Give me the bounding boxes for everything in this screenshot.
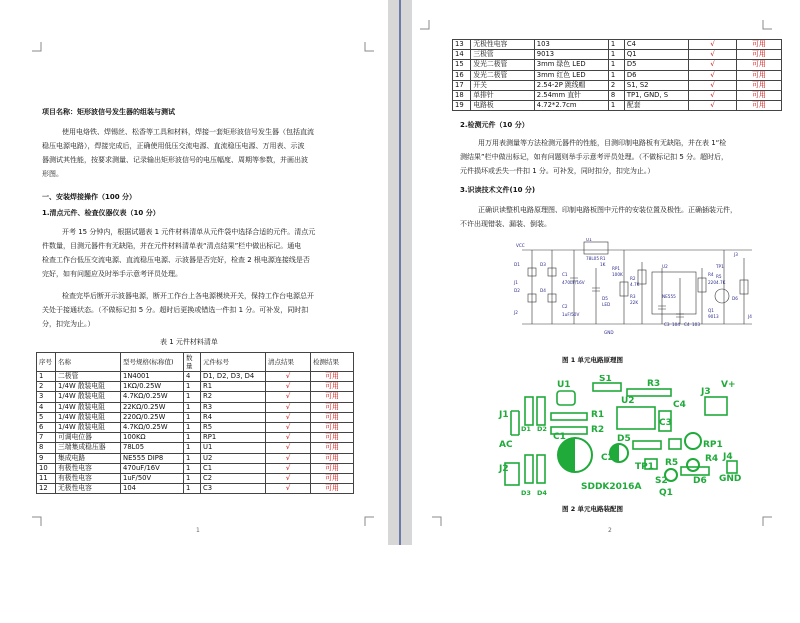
cell-spec: 1KΩ/0.25W: [121, 382, 184, 392]
cell-count-result: √: [689, 50, 737, 60]
cell-ref: D1, D2, D3, D4: [201, 372, 266, 382]
schematic-label: J1: [514, 280, 518, 285]
schematic-label: R1: [600, 256, 606, 261]
intro-line-2: 稳压电源电路），焊接完成后，正确使用低压交流电源、直流稳压电源、万用表、示波: [42, 142, 305, 150]
cell-spec: 9013: [534, 50, 608, 60]
schematic-label: R3: [630, 294, 636, 299]
schematic-label: D5: [602, 296, 608, 301]
cell-qty: 1: [184, 453, 201, 463]
crop-mark-bottom-right: [364, 516, 374, 526]
label-c4: C4: [673, 400, 686, 410]
cell-index: 9: [37, 453, 56, 463]
label-c2: C2: [601, 453, 614, 463]
cell-count-result: √: [266, 473, 311, 483]
cell-index: 3: [37, 392, 56, 402]
cell-check-result: 可用: [311, 453, 354, 463]
schematic-label: 100K: [612, 272, 623, 277]
cell-check-result: 可用: [311, 463, 354, 473]
cell-name: 无极性电容: [56, 484, 121, 494]
cell-spec: 4.7KΩ/0.25W: [121, 392, 184, 402]
schematic-label: C1: [562, 272, 568, 277]
cell-ref: D6: [624, 70, 688, 80]
figure-2-caption: 图 2 单元电路装配图: [562, 505, 624, 513]
cell-ref: U2: [201, 453, 266, 463]
cell-check-result: 可用: [311, 484, 354, 494]
cell-count-result: √: [266, 412, 311, 422]
table-row: [453, 80, 782, 90]
intro-line-4: 形图。: [42, 170, 63, 178]
cell-ref: R5: [201, 422, 266, 432]
cell-check-result: 可用: [311, 412, 354, 422]
schematic-label: LED: [602, 302, 611, 307]
header-spec: 型号规格(标称值): [121, 353, 184, 372]
cell-index: 8: [37, 443, 56, 453]
schematic-diagram: [512, 238, 762, 338]
cell-qty: 1: [608, 40, 624, 50]
d6-footprint: [687, 459, 699, 471]
parts-table-continued: [452, 39, 782, 111]
schematic-label: 4.7K: [716, 280, 726, 285]
table-row: [37, 484, 354, 494]
cell-ref: Q1: [624, 50, 688, 60]
schematic-label: D3: [540, 262, 546, 267]
cell-qty: 1: [184, 484, 201, 494]
table-row: [37, 392, 354, 402]
intro-line-1: 使用电烙铁、焊锡丝、松香等工具和材料，焊接一套矩形波信号发生器（包括直流: [62, 128, 314, 136]
cell-index: 1: [37, 372, 56, 382]
label-j1: J1: [499, 410, 509, 420]
cell-ref: U1: [201, 443, 266, 453]
cell-check-result: 可用: [311, 382, 354, 392]
cell-qty: 1: [608, 70, 624, 80]
pcb-assembly-diagram: [497, 375, 747, 500]
table-caption: 表 1 元件材料清单: [160, 338, 218, 346]
cell-ref: RP1: [201, 433, 266, 443]
cell-count-result: √: [266, 433, 311, 443]
schematic-label: J4: [748, 314, 752, 319]
schematic-label: C2: [562, 304, 568, 309]
page-divider: [399, 0, 401, 545]
cell-check-result: 可用: [311, 392, 354, 402]
cell-name: 三极管: [471, 50, 534, 60]
cell-index: 12: [37, 484, 56, 494]
table-row: [37, 412, 354, 422]
table-row: [453, 40, 782, 50]
cell-qty: 4: [184, 372, 201, 382]
schematic-label: 4.7K: [630, 282, 640, 287]
schematic-label: TP1: [716, 264, 724, 269]
label-c3: C3: [659, 418, 672, 428]
label-rp1: RP1: [703, 440, 723, 450]
table-row: [453, 90, 782, 100]
schematic-label: 78L05: [586, 256, 599, 261]
schematic-label: 470uF/16V: [562, 280, 585, 285]
schematic-label: 22K: [630, 300, 639, 305]
crop-mark-top-left: [32, 42, 42, 52]
table-row: [37, 382, 354, 392]
section-heading-1-1: 1.清点元件、检查仪器仪表（10 分）: [42, 209, 160, 217]
schematic-label: U1: [586, 238, 592, 242]
cell-name: 有极性电容: [56, 463, 121, 473]
schematic-label: GND: [604, 330, 614, 335]
schematic-label: Q1: [708, 308, 714, 313]
cell-spec: 103: [534, 40, 608, 50]
cell-spec: 2.54mm 直针: [534, 90, 608, 100]
cell-check-result: 可用: [736, 60, 781, 70]
cell-spec: 470uF/16V: [121, 463, 184, 473]
para1-line-2: 件数量，目测元器件有无缺陷，并在元件材料清单表“清点结果”栏中做出标记。通电: [42, 242, 302, 250]
cell-ref: R2: [201, 392, 266, 402]
table-row: [37, 443, 354, 453]
d5-footprint: [633, 441, 661, 449]
cell-name: 1/4W 散装电阻: [56, 382, 121, 392]
rp1-footprint: [685, 433, 701, 449]
cell-count-result: √: [689, 70, 737, 80]
cell-check-result: 可用: [736, 50, 781, 60]
crop-mark-top-right: [762, 20, 772, 30]
para2-line-2: 关处于接通状态。（不做标记扣 5 分。超时后更换或错选一件扣 1 分。可补发，同时扣: [42, 306, 309, 314]
crop-mark-bottom-left: [432, 516, 442, 526]
cell-ref: C3: [201, 484, 266, 494]
schematic-label: U2: [662, 264, 668, 269]
label-r1: R1: [591, 410, 605, 420]
header-count-result: 清点结果: [266, 353, 311, 372]
schematic-label: D6: [732, 296, 738, 301]
schematic-label: C3: [664, 322, 670, 327]
schematic-label: J3: [734, 252, 738, 257]
cell-name: 二极管: [56, 372, 121, 382]
cell-qty: 1: [184, 463, 201, 473]
cell-ref: R4: [201, 412, 266, 422]
cell-qty: 1: [184, 473, 201, 483]
cell-ref: S1, S2: [624, 80, 688, 90]
cell-check-result: 可用: [736, 101, 781, 111]
label-r4: R4: [705, 454, 719, 464]
cell-count-result: √: [689, 101, 737, 111]
cell-spec: 104: [121, 484, 184, 494]
cell-qty: 1: [608, 50, 624, 60]
cell-qty: 1: [184, 443, 201, 453]
cell-index: 5: [37, 412, 56, 422]
cell-ref: TP1, GND, S: [624, 90, 688, 100]
label-s2: S2: [655, 476, 668, 486]
schematic-label: 1K: [600, 262, 606, 267]
table-row: [37, 433, 354, 443]
cell-spec: 22KΩ/0.25W: [121, 402, 184, 412]
cell-name: 开关: [471, 80, 534, 90]
schematic-label: J2: [514, 310, 518, 315]
table-row: [37, 422, 354, 432]
cell-check-result: 可用: [311, 433, 354, 443]
cell-index: 15: [453, 60, 471, 70]
cell-check-result: 可用: [311, 402, 354, 412]
cell-spec: 78L05: [121, 443, 184, 453]
table-row: [453, 50, 782, 60]
schematic-label: NE555: [662, 294, 676, 299]
section-heading-1: 一、安装焊接操作（100 分）: [42, 193, 137, 201]
u2-footprint: [617, 407, 655, 429]
j3-footprint: [705, 397, 727, 415]
label-j3: J3: [701, 387, 711, 397]
cell-name: 电路板: [471, 101, 534, 111]
schematic-label: 1uF/50V: [562, 312, 580, 317]
header-ref: 元件标号: [201, 353, 266, 372]
schematic-label: 220: [708, 280, 716, 285]
para1-line-3: 检查工作台低压交流电源、直流稳压电源、示波器是否完好，检查 2 根电源连接线是否: [42, 256, 310, 264]
page-number: 2: [608, 527, 612, 534]
label-r2: R2: [591, 425, 605, 435]
intro-line-3: 器测试其性能，按要求测量、记录输出矩形波信号的电压幅度、周期等参数，并画出波: [42, 156, 308, 164]
cell-index: 18: [453, 90, 471, 100]
schematic-label: 104: [672, 322, 680, 327]
cell-name: 1/4W 散装电阻: [56, 422, 121, 432]
schematic-label: RP1: [612, 266, 621, 271]
header-name: 名称: [56, 353, 121, 372]
c1-polarity-mark: [558, 438, 575, 472]
cell-spec: NE555 DIP8: [121, 453, 184, 463]
schematic-label: D4: [540, 288, 546, 293]
label-c1: C1: [553, 432, 566, 442]
section-heading-3: 3.识读技术文件(10 分): [460, 186, 536, 194]
cell-spec: 4.72*2.7cm: [534, 101, 608, 111]
cell-index: 13: [453, 40, 471, 50]
crop-mark-bottom-left: [32, 516, 42, 526]
cell-name: 三端集成稳压器: [56, 443, 121, 453]
cell-count-result: √: [689, 40, 737, 50]
table-row: [37, 473, 354, 483]
cell-spec: 220Ω/0.25W: [121, 412, 184, 422]
schematic-label: C4: [684, 322, 690, 327]
cell-name: 1/4W 散装电阻: [56, 412, 121, 422]
schematic-label: R2: [630, 276, 636, 281]
cell-index: 6: [37, 422, 56, 432]
section-heading-2: 2.检测元件（10 分）: [460, 121, 529, 129]
schematic-label: R5: [716, 274, 722, 279]
page-2: [412, 0, 800, 545]
para1-line-4: 完好，如有问题应及时举手示意考评员处理。: [42, 270, 182, 278]
cell-index: 2: [37, 382, 56, 392]
crop-mark-top-right: [364, 42, 374, 52]
cell-count-result: √: [266, 382, 311, 392]
table-header-row: [37, 353, 354, 372]
cell-count-result: √: [689, 90, 737, 100]
cell-name: 1/4W 散装电阻: [56, 392, 121, 402]
j1-footprint: [511, 411, 519, 435]
para4-line-1: 正确识读整机电路原理图、印制电路板图中元件的安装位置及极性。正确插装元件，: [478, 206, 737, 214]
cell-count-result: √: [266, 443, 311, 453]
cell-qty: 1: [184, 382, 201, 392]
para2-line-1: 检查完毕后断开示波器电源，断开工作台上各电源模块开关，保持工作台电源总开: [62, 292, 314, 300]
cell-count-result: √: [266, 422, 311, 432]
header-index: 序号: [37, 353, 56, 372]
cell-index: 4: [37, 402, 56, 412]
cell-spec: 100KΩ: [121, 433, 184, 443]
cell-qty: 1: [608, 60, 624, 70]
schematic-label: R4: [708, 272, 714, 277]
cell-spec: 2.54-2P 跳线帽: [534, 80, 608, 90]
cell-ref: C1: [201, 463, 266, 473]
para3-line-3: 元件损坏或丢失一件扣 1 分。可补发，同时扣分，扣完为止。）: [460, 167, 655, 175]
header-qty: 数量: [184, 353, 201, 372]
cell-index: 7: [37, 433, 56, 443]
label-ac: AC: [499, 440, 513, 450]
schematic-label: 103: [692, 322, 700, 327]
project-title: 项目名称：矩形波信号发生器的组装与测试: [42, 108, 175, 116]
label-brand: SDDK2016A: [581, 482, 642, 492]
page-number: 1: [196, 527, 200, 534]
cell-name: 1/4W 散装电阻: [56, 402, 121, 412]
cell-check-result: 可用: [311, 443, 354, 453]
table-row: [37, 463, 354, 473]
table-row: [453, 60, 782, 70]
schematic-label: VCC: [516, 243, 525, 248]
cell-spec: 3mm 绿色 LED: [534, 60, 608, 70]
cell-qty: 1: [184, 412, 201, 422]
cell-index: 16: [453, 70, 471, 80]
j4-footprint: [727, 461, 737, 473]
table-row: [37, 402, 354, 412]
cell-index: 19: [453, 101, 471, 111]
label-j4: J4: [723, 452, 733, 462]
header-check-result: 检测结果: [311, 353, 354, 372]
label-d3: D3: [521, 489, 531, 497]
cell-check-result: 可用: [736, 90, 781, 100]
cell-qty: 1: [184, 422, 201, 432]
cell-ref: C4: [624, 40, 688, 50]
cell-name: 可调电位器: [56, 433, 121, 443]
cell-ref: R1: [201, 382, 266, 392]
table-body: [37, 372, 354, 494]
label-d4: D4: [537, 489, 547, 497]
cell-ref: R3: [201, 402, 266, 412]
table-row: [453, 101, 782, 111]
cell-check-result: 可用: [736, 70, 781, 80]
label-q1: Q1: [659, 488, 673, 498]
cell-count-result: √: [266, 453, 311, 463]
label-d6: D6: [693, 476, 707, 486]
label-gnd: GND: [719, 474, 742, 484]
schematic-label: 9013: [708, 314, 719, 319]
cell-qty: 1: [608, 101, 624, 111]
cell-qty: 8: [608, 90, 624, 100]
schematic-label: D2: [514, 288, 520, 293]
label-j2: J2: [499, 464, 509, 474]
cell-qty: 1: [184, 433, 201, 443]
label-u1: U1: [557, 380, 571, 390]
label-r5: R5: [665, 458, 679, 468]
para4-line-2: 不许出现错装、漏装、倒装。: [460, 220, 551, 228]
cell-index: 10: [37, 463, 56, 473]
cell-index: 17: [453, 80, 471, 90]
cell-name: 单排针: [471, 90, 534, 100]
table-row: [37, 372, 354, 382]
cell-name: 发光二极管: [471, 70, 534, 80]
cell-ref: 配套: [624, 101, 688, 111]
cell-count-result: √: [266, 463, 311, 473]
label-s1: S1: [599, 375, 612, 384]
cell-ref: C2: [201, 473, 266, 483]
cell-count-result: √: [266, 372, 311, 382]
cell-name: 有极性电容: [56, 473, 121, 483]
cell-count-result: √: [689, 80, 737, 90]
para2-line-3: 分，扣完为止。）: [42, 320, 95, 328]
label-r3: R3: [647, 379, 661, 389]
cell-count-result: √: [689, 60, 737, 70]
label-d1: D1: [521, 425, 531, 433]
para3-line-1: 用万用表测量等方法检测元器件的性能，目测印制电路板有无缺陷，并在表 1“检: [478, 139, 727, 147]
cell-count-result: √: [266, 392, 311, 402]
cell-qty: 2: [608, 80, 624, 90]
s1-footprint: [593, 383, 621, 391]
para3-line-2: 测结果”栏中做出标记，如有问题则举手示意考评员处理。（不做标记扣 5 分。超时后，: [460, 153, 729, 161]
cell-name: 集成电路: [56, 453, 121, 463]
cell-check-result: 可用: [311, 372, 354, 382]
cell-name: 无极性电容: [471, 40, 534, 50]
label-u2: U2: [621, 396, 635, 406]
cell-spec: 1uF/50V: [121, 473, 184, 483]
table-body: [453, 40, 782, 111]
table-row: [453, 70, 782, 80]
figure-1-caption: 图 1 单元电路原理图: [562, 356, 624, 364]
u1-footprint: [557, 391, 575, 405]
table-row: [37, 453, 354, 463]
label-d2: D2: [537, 425, 547, 433]
label-d5: D5: [617, 434, 631, 444]
crop-mark-bottom-right: [762, 516, 772, 526]
cell-qty: 1: [184, 402, 201, 412]
cell-count-result: √: [266, 484, 311, 494]
cell-spec: 3mm 红色 LED: [534, 70, 608, 80]
cell-spec: 4.7KΩ/0.25W: [121, 422, 184, 432]
cell-index: 14: [453, 50, 471, 60]
parts-table: [36, 352, 354, 494]
cell-ref: D5: [624, 60, 688, 70]
cell-check-result: 可用: [311, 473, 354, 483]
cell-name: 发光二极管: [471, 60, 534, 70]
page-1: [0, 0, 388, 545]
cell-check-result: 可用: [311, 422, 354, 432]
cell-index: 11: [37, 473, 56, 483]
label-tp1: TP1: [635, 462, 654, 472]
label-vplus: V+: [721, 380, 736, 390]
crop-mark-top-left: [420, 20, 430, 30]
cell-check-result: 可用: [736, 40, 781, 50]
cell-check-result: 可用: [736, 80, 781, 90]
cell-spec: 1N4001: [121, 372, 184, 382]
schematic-label: D1: [514, 262, 520, 267]
para1-line-1: 开考 15 分钟内，根据试题表 1 元件材料清单从元件袋中选择合适的元件。清点元: [62, 228, 316, 236]
cell-qty: 1: [184, 392, 201, 402]
cell-count-result: √: [266, 402, 311, 412]
